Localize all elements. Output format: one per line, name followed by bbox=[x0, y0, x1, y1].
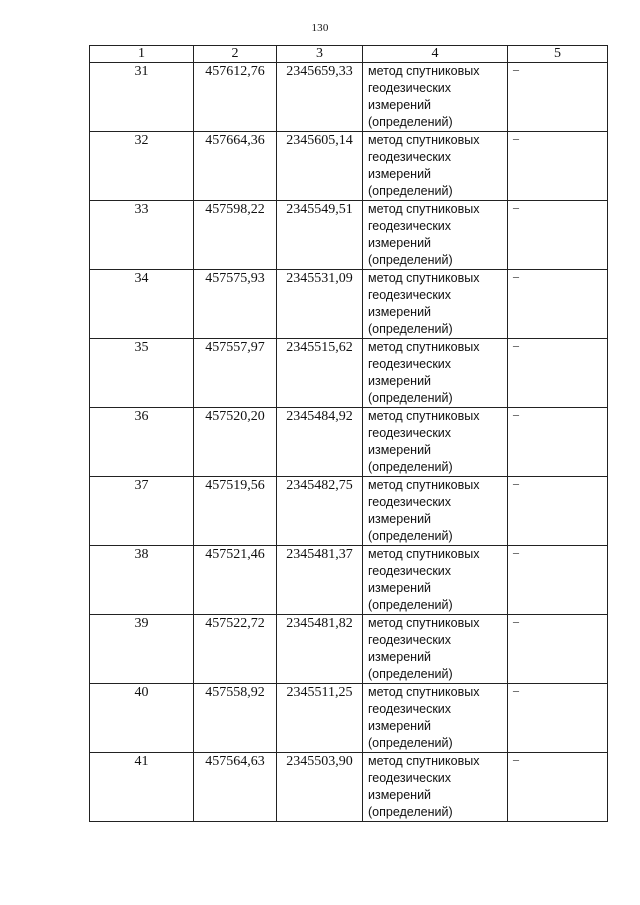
method-text-line: (определений) bbox=[368, 184, 453, 198]
note-cell: – bbox=[508, 270, 608, 339]
method-text-line: (определений) bbox=[368, 322, 453, 336]
method-text-line: метод спутниковых bbox=[368, 271, 480, 285]
point-number-cell: 31 bbox=[90, 63, 194, 132]
y-coordinate-cell: 2345511,25 bbox=[277, 684, 363, 753]
y-coordinate-cell: 2345659,33 bbox=[277, 63, 363, 132]
point-number-cell: 37 bbox=[90, 477, 194, 546]
x-coordinate-cell: 457664,36 bbox=[194, 132, 277, 201]
method-text-line: измерений bbox=[368, 719, 432, 733]
method-cell bbox=[363, 546, 508, 615]
method-text-line: геодезических bbox=[368, 288, 452, 302]
y-coordinate-cell: 2345481,37 bbox=[277, 546, 363, 615]
note-cell: – bbox=[508, 477, 608, 546]
method-text-line: измерений bbox=[368, 512, 432, 526]
column-header: 2 bbox=[194, 46, 277, 63]
page-number: 130 bbox=[311, 22, 329, 34]
x-coordinate-cell: 457598,22 bbox=[194, 201, 277, 270]
column-header: 3 bbox=[277, 46, 363, 63]
method-text-line: метод спутниковых bbox=[368, 340, 480, 354]
method-cell bbox=[363, 132, 508, 201]
table-row bbox=[90, 270, 608, 339]
table-row bbox=[90, 477, 608, 546]
point-number-cell: 34 bbox=[90, 270, 194, 339]
method-text-line: метод спутниковых bbox=[368, 202, 480, 216]
method-text-line: геодезических bbox=[368, 219, 452, 233]
note-cell: – bbox=[508, 615, 608, 684]
method-text-line: измерений bbox=[368, 788, 432, 802]
method-cell bbox=[363, 63, 508, 132]
note-cell: – bbox=[508, 408, 608, 477]
method-text-line: геодезических bbox=[368, 426, 452, 440]
method-text-line: измерений bbox=[368, 443, 432, 457]
coordinates-table bbox=[89, 45, 608, 822]
table-row bbox=[90, 408, 608, 477]
x-coordinate-cell: 457612,76 bbox=[194, 63, 277, 132]
point-number-cell: 41 bbox=[90, 753, 194, 822]
y-coordinate-cell: 2345503,90 bbox=[277, 753, 363, 822]
method-text-line: геодезических bbox=[368, 357, 452, 371]
method-text-line: геодезических bbox=[368, 771, 452, 785]
method-text-line: (определений) bbox=[368, 598, 453, 612]
point-number-cell: 38 bbox=[90, 546, 194, 615]
table-row bbox=[90, 132, 608, 201]
method-text-line: метод спутниковых bbox=[368, 133, 480, 147]
method-cell bbox=[363, 270, 508, 339]
table-header-row bbox=[90, 46, 608, 63]
note-cell: – bbox=[508, 546, 608, 615]
column-header: 5 bbox=[508, 46, 608, 63]
table-row bbox=[90, 63, 608, 132]
method-text-line: (определений) bbox=[368, 460, 453, 474]
method-cell bbox=[363, 408, 508, 477]
method-cell bbox=[363, 615, 508, 684]
method-text-line: (определений) bbox=[368, 805, 453, 819]
y-coordinate-cell: 2345605,14 bbox=[277, 132, 363, 201]
point-number-cell: 33 bbox=[90, 201, 194, 270]
method-text-line: (определений) bbox=[368, 253, 453, 267]
y-coordinate-cell: 2345549,51 bbox=[277, 201, 363, 270]
method-text-line: измерений bbox=[368, 650, 432, 664]
note-cell: – bbox=[508, 63, 608, 132]
y-coordinate-cell: 2345484,92 bbox=[277, 408, 363, 477]
method-cell bbox=[363, 201, 508, 270]
method-text-line: метод спутниковых bbox=[368, 685, 480, 699]
method-cell bbox=[363, 339, 508, 408]
x-coordinate-cell: 457564,63 bbox=[194, 753, 277, 822]
method-text-line: метод спутниковых bbox=[368, 478, 480, 492]
table-row bbox=[90, 753, 608, 822]
method-text-line: измерений bbox=[368, 374, 432, 388]
note-cell: – bbox=[508, 684, 608, 753]
method-text-line: геодезических bbox=[368, 81, 452, 95]
table-row bbox=[90, 615, 608, 684]
method-text-line: измерений bbox=[368, 305, 432, 319]
point-number-cell: 40 bbox=[90, 684, 194, 753]
method-text-line: метод спутниковых bbox=[368, 754, 480, 768]
y-coordinate-cell: 2345482,75 bbox=[277, 477, 363, 546]
table-row bbox=[90, 684, 608, 753]
method-text-line: геодезических bbox=[368, 564, 452, 578]
point-number-cell: 35 bbox=[90, 339, 194, 408]
method-text-line: метод спутниковых bbox=[368, 409, 480, 423]
x-coordinate-cell: 457521,46 bbox=[194, 546, 277, 615]
method-text-line: метод спутниковых bbox=[368, 547, 480, 561]
method-text-line: метод спутниковых bbox=[368, 616, 480, 630]
table-row bbox=[90, 339, 608, 408]
column-header: 1 bbox=[90, 46, 194, 63]
y-coordinate-cell: 2345531,09 bbox=[277, 270, 363, 339]
method-text-line: измерений bbox=[368, 98, 432, 112]
column-header: 4 bbox=[363, 46, 508, 63]
note-cell: – bbox=[508, 132, 608, 201]
method-text-line: измерений bbox=[368, 236, 432, 250]
point-number-cell: 36 bbox=[90, 408, 194, 477]
method-text-line: (определений) bbox=[368, 391, 453, 405]
method-text-line: геодезических bbox=[368, 633, 452, 647]
x-coordinate-cell: 457522,72 bbox=[194, 615, 277, 684]
x-coordinate-cell: 457520,20 bbox=[194, 408, 277, 477]
point-number-cell: 32 bbox=[90, 132, 194, 201]
method-cell bbox=[363, 477, 508, 546]
note-cell: – bbox=[508, 201, 608, 270]
x-coordinate-cell: 457557,97 bbox=[194, 339, 277, 408]
method-cell bbox=[363, 753, 508, 822]
y-coordinate-cell: 2345515,62 bbox=[277, 339, 363, 408]
method-text-line: измерений bbox=[368, 581, 432, 595]
note-cell: – bbox=[508, 753, 608, 822]
note-cell: – bbox=[508, 339, 608, 408]
y-coordinate-cell: 2345481,82 bbox=[277, 615, 363, 684]
method-text-line: (определений) bbox=[368, 667, 453, 681]
method-text-line: метод спутниковых bbox=[368, 64, 480, 78]
method-text-line: геодезических bbox=[368, 495, 452, 509]
method-text-line: геодезических bbox=[368, 150, 452, 164]
method-text-line: (определений) bbox=[368, 529, 453, 543]
method-text-line: измерений bbox=[368, 167, 432, 181]
method-text-line: (определений) bbox=[368, 736, 453, 750]
point-number-cell: 39 bbox=[90, 615, 194, 684]
method-text-line: геодезических bbox=[368, 702, 452, 716]
table-row bbox=[90, 546, 608, 615]
table-row bbox=[90, 201, 608, 270]
method-cell bbox=[363, 684, 508, 753]
x-coordinate-cell: 457575,93 bbox=[194, 270, 277, 339]
x-coordinate-cell: 457519,56 bbox=[194, 477, 277, 546]
method-text-line: (определений) bbox=[368, 115, 453, 129]
x-coordinate-cell: 457558,92 bbox=[194, 684, 277, 753]
